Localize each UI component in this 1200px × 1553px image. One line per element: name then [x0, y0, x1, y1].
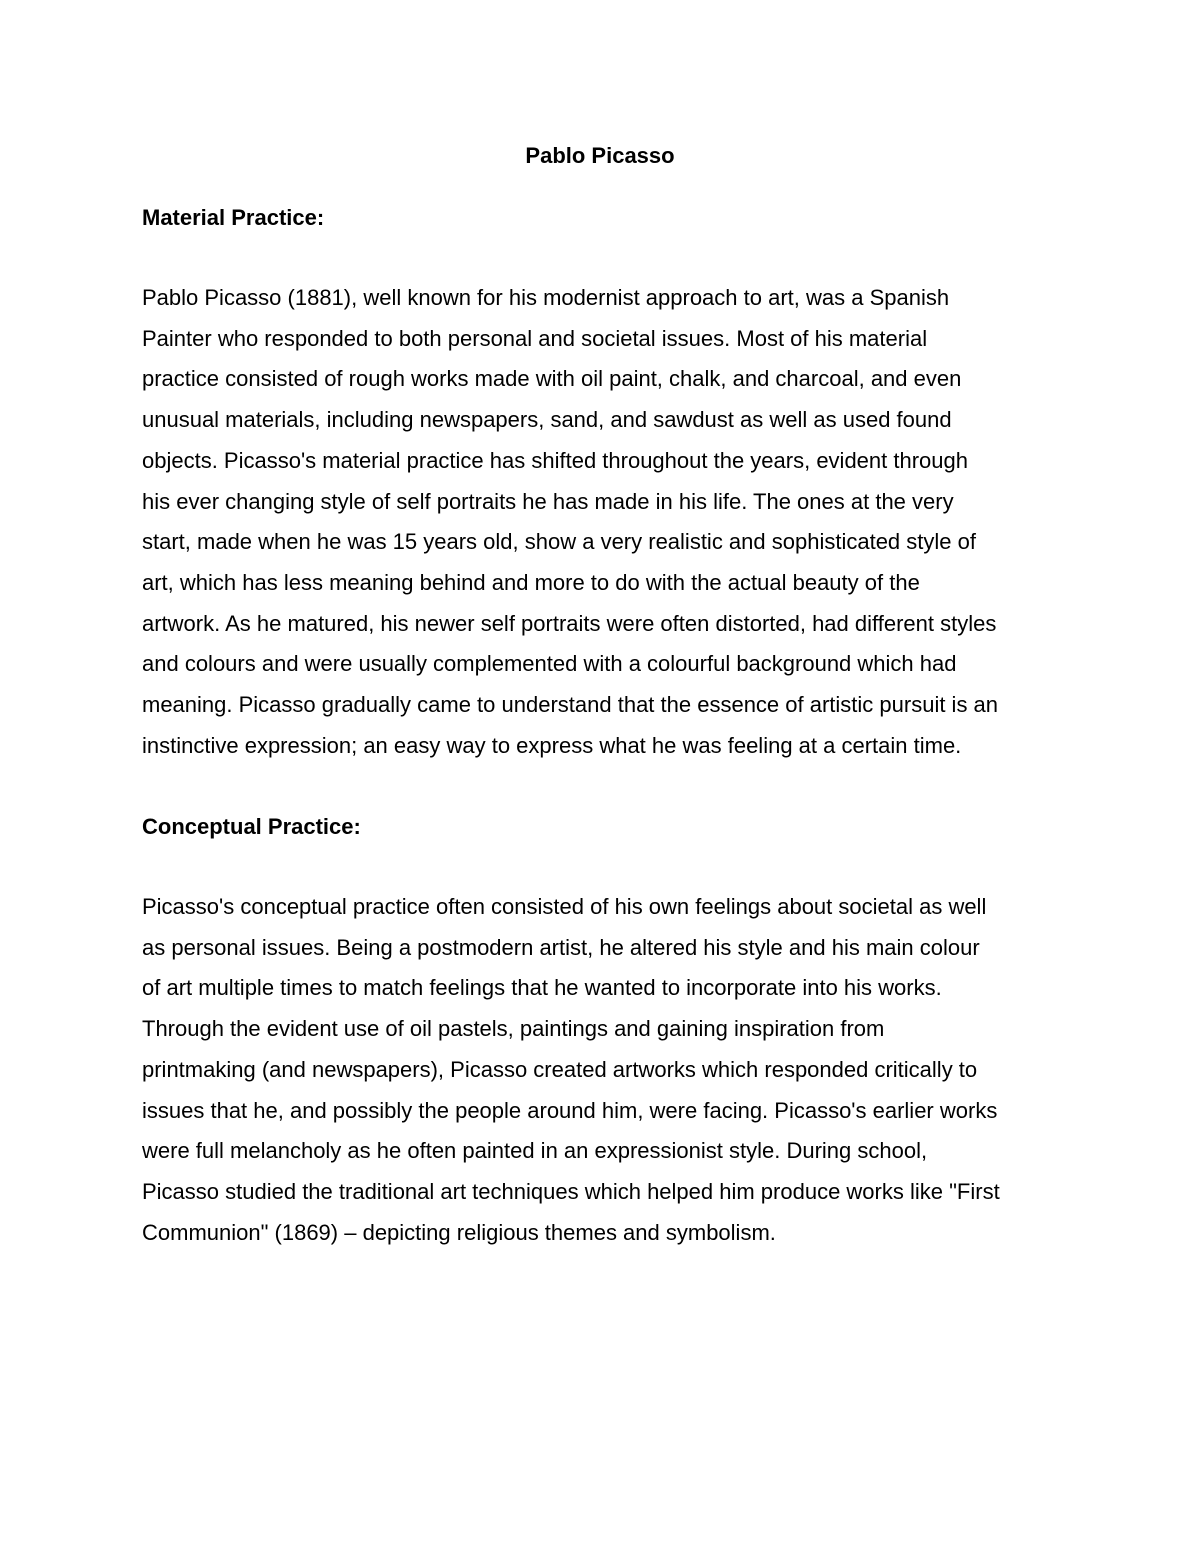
paragraph-line: Pablo Picasso (1881), well known for his modernist approach to art, was a Spanish [142, 285, 950, 310]
section-body-material-practice [142, 278, 1072, 766]
paragraph-line: unusual materials, including newspapers, sand, and sawdust as well as used found [142, 407, 952, 433]
paragraph-line: start, made when he was 15 years old, show a very realistic and sophisticated style of [142, 529, 976, 555]
paragraph-line: Picasso's conceptual practice often consisted of his own feelings about societal as well [142, 894, 987, 919]
paragraph-line: art, which has less meaning behind and more to do with the actual beauty of the [142, 569, 920, 595]
paragraph-line: meaning. Picasso gradually came to understand that the essence of artistic pursuit is an [142, 692, 999, 718]
paragraph-line: and colours and were usually complemented with a colourful background which had [142, 651, 957, 677]
paragraph-line: artwork. As he matured, his newer self portraits were often distorted, had different styles [142, 610, 997, 636]
paragraph-line: Communion" (1869) – depicting religious themes and symbolism. [142, 1219, 776, 1245]
section-body-conceptual-practice [142, 887, 1072, 1253]
paragraph-line: issues that he, and possibly the people around him, were facing. Picasso's earlier works [142, 1097, 998, 1123]
paragraph-line: his ever changing style of self portraits he has made in his life. The ones at the very [142, 488, 954, 514]
paragraph-line: printmaking (and newspapers), Picasso created artworks which responded critically to [142, 1056, 978, 1082]
paragraph-line: practice consisted of rough works made with oil paint, chalk, and charcoal, and even [142, 366, 962, 392]
paragraph-line: Picasso studied the traditional art techniques which helped him produce works like "First [142, 1178, 1000, 1204]
section-heading-conceptual-practice: Conceptual Practice: [142, 814, 361, 839]
document-title: Pablo Picasso [525, 143, 675, 168]
paragraph-line: Through the evident use of oil pastels, paintings and gaining inspiration from [142, 1016, 885, 1042]
paragraph-line: as personal issues. Being a postmodern artist, he altered his style and his main colour [142, 934, 980, 960]
paragraph-line: were full melancholy as he often painted in an expressionist style. During school, [142, 1138, 928, 1164]
paragraph-line: objects. Picasso's material practice has shifted throughout the years, evident through [142, 447, 968, 473]
paragraph-line: of art multiple times to match feelings that he wanted to incorporate into his works. [142, 975, 942, 1001]
paragraph-line: instinctive expression; an easy way to express what he was feeling at a certain time. [142, 732, 962, 758]
paragraph-line: Painter who responded to both personal and societal issues. Most of his material [142, 325, 928, 351]
section-heading-material-practice: Material Practice: [142, 205, 325, 230]
